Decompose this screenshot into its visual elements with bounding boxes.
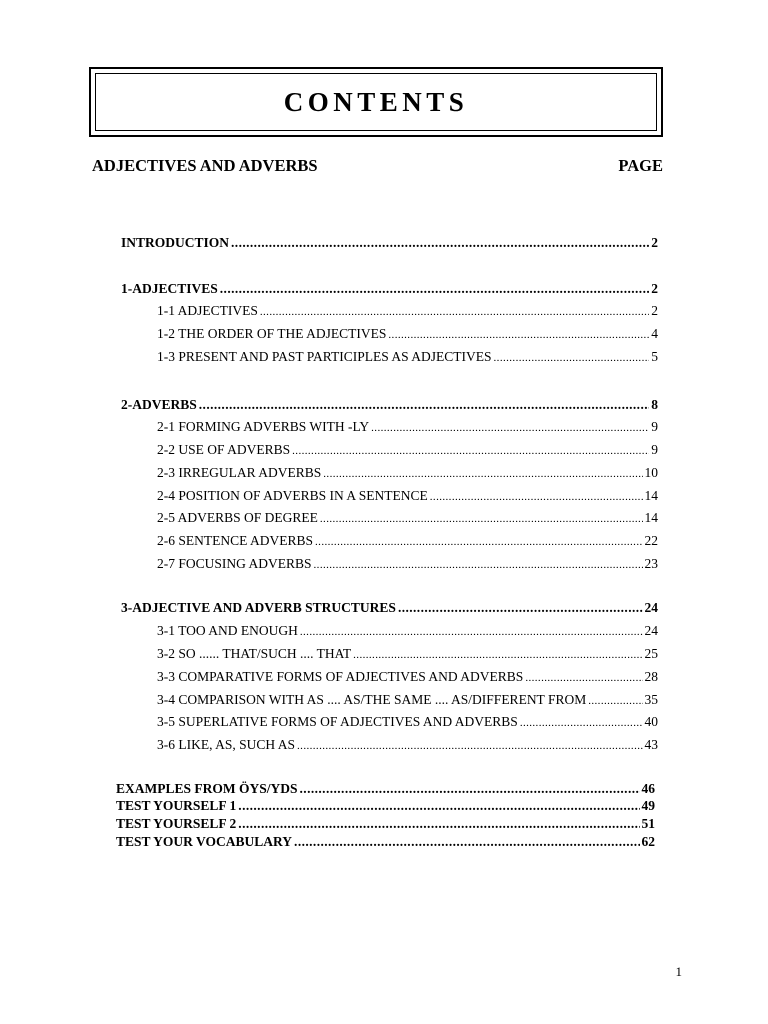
- toc-page-number: 43: [644, 737, 658, 752]
- toc-page-number: 24: [644, 623, 658, 638]
- toc-page-number: 22: [644, 533, 658, 548]
- toc-subentry: [157, 302, 658, 321]
- toc-page-number: 2: [651, 281, 658, 296]
- toc-page-number: 35: [644, 692, 658, 707]
- toc-label: 2-ADVERBS: [121, 397, 197, 412]
- toc-page-number: 40: [644, 714, 658, 729]
- title-frame: [95, 73, 657, 131]
- toc-page-number: 5: [651, 349, 658, 364]
- toc-label: 2-7 FOCUSING ADVERBS: [157, 556, 312, 571]
- toc-page-number: 62: [641, 834, 655, 849]
- section-title: ADJECTIVES AND ADVERBS: [92, 156, 318, 175]
- dot-leader: [371, 418, 649, 437]
- toc-subentry: [157, 736, 658, 755]
- toc-page-number: 25: [644, 646, 658, 661]
- toc-label: EXAMPLES FROM ÖYS/YDS: [116, 781, 298, 796]
- toc-label: 3-5 SUPERLATIVE FORMS OF ADJECTIVES AND ADVERBS: [157, 714, 518, 729]
- toc-entry: [116, 815, 655, 833]
- toc-label: 3-6 LIKE, AS, SUCH AS: [157, 737, 296, 752]
- toc-page-number: 2: [651, 235, 658, 250]
- toc-label: 2-2 USE OF ADVERBS: [157, 442, 291, 457]
- toc-subentry: [157, 668, 658, 687]
- toc-subentry: [157, 532, 658, 551]
- toc-label: 1-ADJECTIVES: [121, 281, 218, 296]
- toc-page-number: 2: [651, 303, 658, 318]
- toc-label: TEST YOURSELF 1: [116, 798, 237, 813]
- toc-page-number: 14: [644, 510, 658, 525]
- dot-leader: [260, 302, 649, 321]
- toc-label: 2-5 ADVERBS OF DEGREE: [157, 510, 318, 525]
- toc-label: 2-1 FORMING ADVERBS WITH -LY: [157, 419, 370, 434]
- toc-entry: [116, 797, 655, 815]
- toc-subentry: [157, 464, 658, 483]
- toc-label: 3-3 COMPARATIVE FORMS OF ADJECTIVES AND ADVERBS: [157, 669, 524, 684]
- toc-entry: [121, 599, 658, 617]
- toc-subentry: [157, 348, 658, 367]
- toc-label: 3-4 COMPARISON WITH AS .... AS/THE SAME .... AS/DIFFERENT FROM: [157, 692, 587, 707]
- dot-leader: [388, 325, 649, 344]
- toc-subentry: [157, 691, 658, 710]
- dot-leader: [238, 797, 639, 815]
- toc-page-number: 28: [644, 669, 658, 684]
- dot-leader: [398, 599, 643, 617]
- dot-leader: [220, 280, 649, 298]
- toc-label: 2-6 SENTENCE ADVERBS: [157, 533, 314, 548]
- toc-subentry: [157, 555, 658, 574]
- dot-leader: [231, 234, 649, 252]
- toc-entry: [116, 780, 655, 798]
- toc-subentry: [157, 441, 658, 460]
- dot-leader: [300, 622, 643, 641]
- toc-subentry: [157, 622, 658, 641]
- toc-page-number: 49: [641, 798, 655, 813]
- toc-page-number: 14: [644, 488, 658, 503]
- dot-leader: [314, 555, 643, 574]
- toc-entry: [116, 833, 655, 851]
- toc-label: 1-1 ADJECTIVES: [157, 303, 258, 318]
- toc-label: 3-1 TOO AND ENOUGH: [157, 623, 298, 638]
- page-title: CONTENTS: [283, 86, 469, 117]
- toc-label: 3-ADJECTIVE AND ADVERB STRUCTURES: [121, 600, 396, 615]
- section-header: [92, 156, 663, 176]
- toc-subentry: [157, 713, 658, 732]
- dot-leader: [294, 833, 639, 851]
- toc-entry: [121, 280, 658, 298]
- toc-entry: [121, 234, 658, 252]
- page-number: 1: [675, 964, 682, 979]
- dot-leader: [323, 464, 642, 483]
- toc-page-number: 10: [644, 465, 658, 480]
- dot-leader: [199, 396, 649, 414]
- toc-label: 3-2 SO ...... THAT/SUCH .... THAT: [157, 646, 352, 661]
- toc-page-number: 8: [651, 397, 658, 412]
- dot-leader: [238, 815, 639, 833]
- dot-leader: [430, 487, 643, 506]
- toc-subentry: [157, 509, 658, 528]
- toc-label: 1-3 PRESENT AND PAST PARTICIPLES AS ADJECTIVES: [157, 349, 492, 364]
- toc-page-number: 51: [641, 816, 655, 831]
- toc-label: 2-4 POSITION OF ADVERBS IN A SENTENCE: [157, 488, 428, 503]
- dot-leader: [300, 780, 640, 798]
- page-column-label: PAGE: [618, 156, 663, 175]
- toc-subentry: [157, 418, 658, 437]
- toc-page-number: 23: [644, 556, 658, 571]
- dot-leader: [494, 348, 650, 367]
- toc-subentry: [157, 487, 658, 506]
- title-box: [89, 67, 663, 137]
- toc-page-number: 9: [651, 419, 658, 434]
- toc-label: TEST YOURSELF 2: [116, 816, 237, 831]
- toc-page-number: 46: [641, 781, 655, 796]
- toc-label: INTRODUCTION: [121, 235, 230, 250]
- toc-page-number: 4: [651, 326, 658, 341]
- dot-leader: [525, 668, 642, 687]
- toc-subentry: [157, 325, 658, 344]
- toc-label: TEST YOUR VOCABULARY: [116, 834, 293, 849]
- dot-leader: [353, 645, 642, 664]
- dot-leader: [297, 736, 642, 755]
- toc-subentry: [157, 645, 658, 664]
- dot-leader: [520, 713, 643, 732]
- toc-page-number: 9: [651, 442, 658, 457]
- dot-leader: [588, 691, 642, 710]
- dot-leader: [320, 509, 643, 528]
- toc-page-number: 24: [644, 600, 658, 615]
- toc-label: 1-2 THE ORDER OF THE ADJECTIVES: [157, 326, 387, 341]
- dot-leader: [292, 441, 649, 460]
- dot-leader: [315, 532, 642, 551]
- toc-entry: [121, 396, 658, 414]
- toc-label: 2-3 IRREGULAR ADVERBS: [157, 465, 322, 480]
